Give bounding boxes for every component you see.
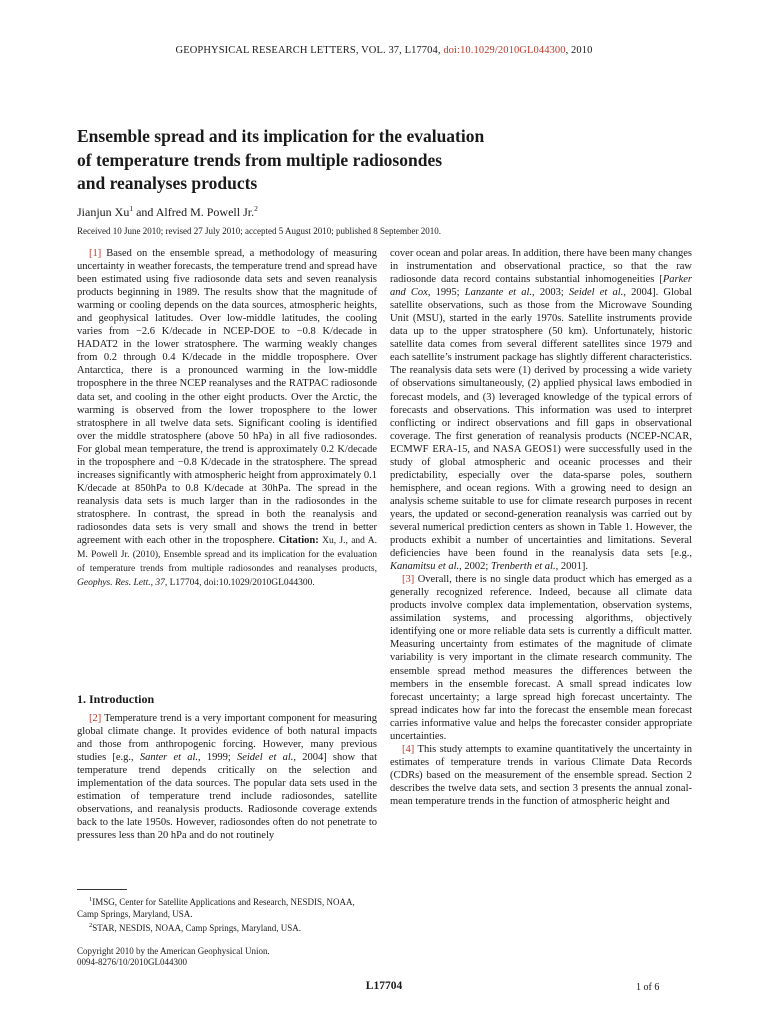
paragraph-number[interactable]: [3]: [402, 574, 415, 586]
reference-link[interactable]: Seidel et al.: [568, 287, 624, 299]
title-line-2: of temperature trends from multiple radiosondes: [77, 149, 443, 170]
section-heading: 1. Introduction: [77, 692, 155, 706]
author-2-affiliation: 2: [254, 204, 258, 213]
body-text: , 2004]. Global satellite observations, such as those from the Microwave Sounding Unit (MSU), started in the early 1970s. Satellite instruments provide data up to the upper stratosphere (50 km). Unfortunately, historic satellite data comes from several different satellites since 1979 and each satellite’s instrument package has slightly different characteristics. The reanalysis data sets were (1) derived by processing a wide variety of observations simultaneously, (2) applied physical laws embodied in forecast models, and (3) leveraged knowledge of the typical errors of forecasts and observations. This information was used to interpret conflicting or indirect observations and fill gaps in observational coverage. The first generation of reanalysis products (NCEP-NCAR, ECMWF ERA-15, and NASA GEOS1) were successfully used in the study of global atmospheric and oceanic processes and their predictability, especially over the data-sparse poles, southern hemisphere, and ocean regions. With a growing need to design an analysis scheme suitable to use for climate research purposes in recent years, the updated or second-generation reanalysis was carried out by several numerical prediction centers as shown in Table 1. However, the products exhibit a number of uncertainties and limitations. Several deficiencies have been found in the reanalysis data sets [e.g.,: [390, 287, 693, 560]
paragraph-number[interactable]: [2]: [89, 713, 102, 724]
affiliation-footnotes: [77, 894, 377, 934]
intro-paragraph-3: [390, 573, 692, 743]
journal-header: [0, 45, 768, 56]
reference-link[interactable]: Seidel et al.: [236, 752, 294, 764]
body-text: , 1995;: [427, 287, 465, 299]
reference-link[interactable]: Santer et al.: [139, 752, 199, 764]
paragraph-number[interactable]: [1]: [89, 248, 102, 259]
page-number: 1 of 6: [636, 982, 660, 993]
title-line-1: Ensemble spread and its implication for the evaluation: [77, 126, 485, 146]
author-2: Alfred M. Powell Jr.: [155, 205, 255, 219]
citation-volume: 37: [155, 578, 165, 589]
citation-end: , L17704, doi:10.1029/2010GL044300.: [164, 578, 315, 589]
body-text: cover ocean and polar areas. In addition, there have been many changes in instrumentation and observational practice, so that the raw radiosonde data record contains substantial inhomogeneities [: [390, 248, 692, 286]
abstract-text: Based on the ensemble spread, a methodology of measuring uncertainty in weather forecasts, the temperature trend and spread have been estimated using five radiosonde data sets and seven reanalysis products beginning in 1989. The results show that the magnitude of warming or cooling depends on the data sources, atmospheric heights, and geophysical latitudes. Over low-middle latitudes, the cooling varies from −2.6 K/decade in NCEP-DOE to −0.8 K/decade in HADAT2 in the lower stratosphere. The warming weakly changes from 0.2 through 0.4 K/decade in the middle troposphere. Over Antarctica, there is a pronounced warming in the low-middle troposphere in the three NCEP reanalyses and the RATPAC radiosonde data set, and cooling in the other eight products. Over the Arctic, the warming is observed from the lower troposphere to the lower stratosphere in all twelve data sets. Significant cooling is identified over the middle stratosphere (above 50 hPa) in all five radiosondes. For global mean temperature, the trend is approximately 0.2 K/decade in the troposphere and −0.8 K/decade in the stratosphere. The spread increases significantly with atmospheric height from approximately 0.1 K/decade at 850hPa to 0.8 K/decade at 30hPa. The spread in the reanalysis data sets is much larger than in the radiosondes in the stratosphere. In contrast, the spread in both the reanalysis and radiosondes data sets is very small and shows the trend in better agreement with each other in the troposphere.: [77, 248, 377, 547]
header-year: , 2010: [565, 45, 593, 56]
copyright-notice: [77, 946, 270, 968]
body-text: , 2001].: [555, 561, 588, 573]
reference-link[interactable]: Kanamitsu et al.: [390, 561, 460, 573]
reference-link[interactable]: Lanzante et al.: [464, 287, 533, 299]
body-text: , 2003;: [532, 287, 569, 299]
reference-link[interactable]: Trenberth et al.: [490, 561, 556, 573]
author-1-affiliation: 1: [129, 204, 134, 213]
body-text: , 2002;: [459, 561, 491, 573]
abstract-paragraph: [77, 247, 377, 590]
title-line-3: and reanalyses products: [77, 173, 258, 193]
intro-paragraph-2-cont: [390, 247, 692, 573]
intro-text: Temperature trend is a very important component for measuring global climate change. It provides evidence of both natural impacts and those from anthropogenic forcing. However, many previous studies [e.g.,: [77, 713, 377, 764]
citation-text: Xu, J., and A. M. Powell Jr. (2010), Ensemble spread and its implication for the evaluation of temperature trends from multiple radiosondes and reanalyses products,: [77, 536, 377, 575]
footnote-1: [77, 894, 377, 920]
journal-name: GEOPHYSICAL RESEARCH LETTERS, VOL. 37, L17704,: [175, 45, 441, 56]
author-1: Jianjun Xu: [77, 205, 130, 219]
citation-label: Citation:: [278, 535, 319, 547]
paragraph-number[interactable]: [4]: [402, 743, 415, 755]
footnote-2: [77, 920, 377, 934]
footnote-text: STAR, NESDIS, NOAA, Camp Springs, Maryland, USA.: [92, 923, 302, 933]
author-conjunction: and: [133, 205, 156, 219]
right-column: [390, 247, 692, 808]
footnote-text: IMSG, Center for Satellite Applications and Research, NESDIS, NOAA, Camp Springs, Maryland, USA.: [77, 897, 355, 919]
citation-journal: Geophys. Res. Lett.: [77, 578, 151, 589]
intro-column: [77, 712, 377, 842]
paper-title: [77, 125, 677, 196]
footnote-marker: 2: [89, 922, 93, 929]
intro-text: , 1999;: [198, 752, 237, 764]
citation-sep: ,: [150, 578, 156, 589]
footnote-marker: 1: [89, 896, 93, 903]
body-text: Overall, there is no single data product which has emerged as a generally recognized reference. Indeed, because all climate data products involve complex data implementation, observation systems, assimilation systems, and processing algorithms, objectively identifying one or more reliable data sets is currently a difficult matter. Measuring uncertainty from estimates of the magnitude of climate variability is very important in the climate research community. The ensemble spread method measures the differences between the members in the ensemble forecast. A small spread indicates low forecast uncertainty; a large spread high forecast uncertainty. The spread indicates how far into the forecast the ensemble mean forecast carries informative value and helps the forecaster consider appropriate uncertainties.: [390, 574, 692, 742]
footnote-divider: [77, 889, 127, 890]
abstract-column: [77, 247, 377, 590]
intro-text: , 2004] show that temperature trend depends critically on the selection and implementation of the data sources. The popular data sets used in the estimation of temperature trend include radiosondes, satellite observations, and reanalysis products. Radiosonde coverage extends back to the late 1950s. However, radiosondes often do not penetrate to pressures less than 20 hPa and do not routinely: [77, 752, 377, 842]
article-id: L17704: [365, 980, 403, 992]
copyright-line: Copyright 2010 by the American Geophysical Union.: [77, 946, 270, 956]
issn-line: 0094-8276/10/2010GL044300: [77, 957, 187, 967]
reference-link[interactable]: Parker and Cox: [390, 274, 692, 299]
body-text: This study attempts to examine quantitatively the uncertainty in estimates of temperature trends in various Climate Data Records (CDRs) based on the measurement of the ensemble spread. Section 2 describes the twelve data sets, and section 3 presents the annual zonal-mean temperature trends in the function of atmospheric height and: [390, 743, 692, 807]
intro-paragraph-4: [390, 743, 692, 808]
author-list: [77, 204, 258, 220]
publication-dates: Received 10 June 2010; revised 27 July 2010; accepted 5 August 2010; published 8 September 2010.: [77, 226, 441, 236]
intro-paragraph-2: [77, 712, 377, 842]
doi-link[interactable]: doi:10.1029/2010GL044300: [443, 45, 566, 56]
